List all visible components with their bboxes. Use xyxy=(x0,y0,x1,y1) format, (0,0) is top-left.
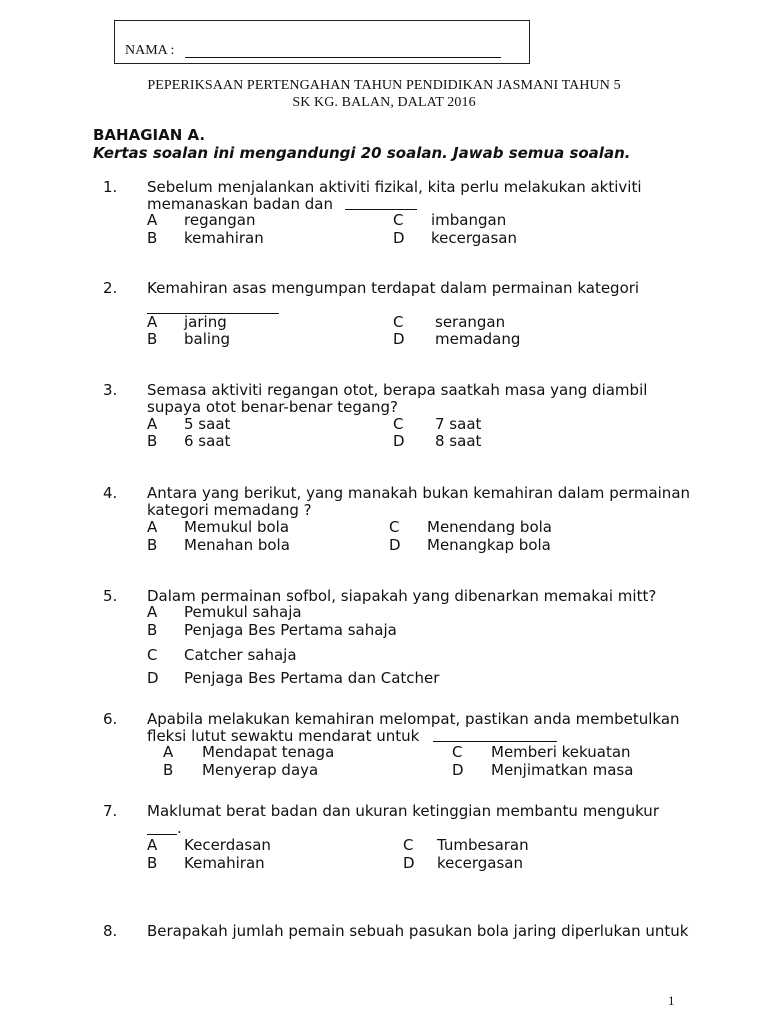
option-letter: D xyxy=(452,761,464,779)
option-letter: A xyxy=(147,836,158,854)
question-text: Sebelum menjalankan aktiviti fizikal, kita perlu melakukan aktiviti xyxy=(147,178,642,196)
option-text[interactable]: 5 saat xyxy=(184,415,231,433)
section-instruction: Kertas soalan ini mengandungi 20 soalan. Jawab semua soalan. xyxy=(93,144,631,162)
question-number: 1. xyxy=(103,178,118,196)
question-text: Antara yang berikut, yang manakah bukan kemahiran dalam permainan xyxy=(147,484,691,502)
question-text: Dalam permainan sofbol, siapakah yang dibenarkan memakai mitt? xyxy=(147,587,657,605)
exam-title: PEPERIKSAAN PERTENGAHAN TAHUN PENDIDIKAN JASMANI TAHUN 5 xyxy=(147,78,621,93)
option-text[interactable]: kecergasan xyxy=(437,854,523,872)
option-text[interactable]: 6 saat xyxy=(184,432,231,450)
page-number: 1 xyxy=(668,993,675,1008)
question-text: Kemahiran asas mengumpan terdapat dalam permainan kategori xyxy=(147,279,640,297)
option-text[interactable]: kecergasan xyxy=(431,229,517,247)
question-text-cont: memanaskan badan dan xyxy=(147,195,333,213)
option-text[interactable]: 7 saat xyxy=(435,415,482,433)
option-text[interactable]: Mendapat tenaga xyxy=(202,743,335,761)
option-letter: D xyxy=(393,432,405,450)
option-letter: C xyxy=(147,646,158,664)
option-letter: B xyxy=(147,229,158,247)
option-letter: A xyxy=(147,518,158,536)
question-number: 7. xyxy=(103,802,118,820)
option-text[interactable]: Menyerap daya xyxy=(202,761,319,779)
question-text-cont: fleksi lutut sewaktu mendarat untuk xyxy=(147,727,420,745)
question-number: 3. xyxy=(103,381,118,399)
option-letter: C xyxy=(389,518,400,536)
option-letter: A xyxy=(147,211,158,229)
answer-blank xyxy=(345,209,417,210)
question-number: 6. xyxy=(103,710,118,728)
option-letter: D xyxy=(393,229,405,247)
option-text[interactable]: kemahiran xyxy=(184,229,264,247)
option-text[interactable]: Penjaga Bes Pertama sahaja xyxy=(184,621,397,639)
answer-blank xyxy=(433,741,557,742)
option-text[interactable]: jaring xyxy=(184,313,227,331)
name-blank-line[interactable] xyxy=(185,57,501,58)
option-text[interactable]: Penjaga Bes Pertama dan Catcher xyxy=(184,669,440,687)
option-letter: C xyxy=(393,313,404,331)
option-text[interactable]: Kemahiran xyxy=(184,854,265,872)
question-number: 5. xyxy=(103,587,118,605)
question-number: 8. xyxy=(103,922,118,940)
section-title: BAHAGIAN A. xyxy=(93,126,206,144)
question-text: Semasa aktiviti regangan otot, berapa saatkah masa yang diambil xyxy=(147,381,648,399)
option-letter: B xyxy=(147,621,158,639)
option-letter: B xyxy=(147,330,158,348)
question-text: Berapakah jumlah pemain sebuah pasukan bola jaring diperlukan untuk xyxy=(147,922,689,940)
option-text[interactable]: Tumbesaran xyxy=(437,836,529,854)
option-text[interactable]: imbangan xyxy=(431,211,507,229)
option-text[interactable]: memadang xyxy=(435,330,521,348)
option-letter: D xyxy=(393,330,405,348)
option-text[interactable]: Pemukul sahaja xyxy=(184,603,302,621)
option-letter: B xyxy=(163,761,174,779)
question-text: Apabila melakukan kemahiran melompat, pastikan anda membetulkan xyxy=(147,710,680,728)
option-letter: B xyxy=(147,432,158,450)
option-text[interactable]: Memberi kekuatan xyxy=(491,743,631,761)
option-letter: B xyxy=(147,854,158,872)
option-text[interactable]: Menahan bola xyxy=(184,536,290,554)
question-text-cont: supaya otot benar-benar tegang? xyxy=(147,398,399,416)
option-letter: A xyxy=(163,743,174,761)
question-text-cont: . xyxy=(177,819,182,837)
answer-blank xyxy=(147,834,177,835)
option-letter: C xyxy=(452,743,463,761)
option-letter: A xyxy=(147,415,158,433)
option-text[interactable]: Menendang bola xyxy=(427,518,552,536)
option-text[interactable]: Catcher sahaja xyxy=(184,646,297,664)
school-title: SK KG. BALAN, DALAT 2016 xyxy=(292,95,476,110)
question-text-cont: kategori memadang ? xyxy=(147,501,312,519)
option-letter: A xyxy=(147,313,158,331)
question-number: 2. xyxy=(103,279,118,297)
name-label: NAMA : xyxy=(125,43,175,58)
option-letter: D xyxy=(147,669,159,687)
option-text[interactable]: serangan xyxy=(435,313,506,331)
question-text: Maklumat berat badan dan ukuran ketinggian membantu mengukur xyxy=(147,802,659,820)
name-box xyxy=(114,20,530,64)
option-letter: A xyxy=(147,603,158,621)
option-letter: D xyxy=(389,536,401,554)
option-text[interactable]: Menjimatkan masa xyxy=(491,761,634,779)
option-letter: D xyxy=(403,854,415,872)
option-letter: C xyxy=(393,415,404,433)
question-number: 4. xyxy=(103,484,118,502)
option-text[interactable]: Kecerdasan xyxy=(184,836,271,854)
option-text[interactable]: 8 saat xyxy=(435,432,482,450)
option-text[interactable]: Menangkap bola xyxy=(427,536,551,554)
option-letter: C xyxy=(403,836,414,854)
option-text[interactable]: regangan xyxy=(184,211,256,229)
option-text[interactable]: baling xyxy=(184,330,231,348)
option-text[interactable]: Memukul bola xyxy=(184,518,290,536)
option-letter: B xyxy=(147,536,158,554)
option-letter: C xyxy=(393,211,404,229)
